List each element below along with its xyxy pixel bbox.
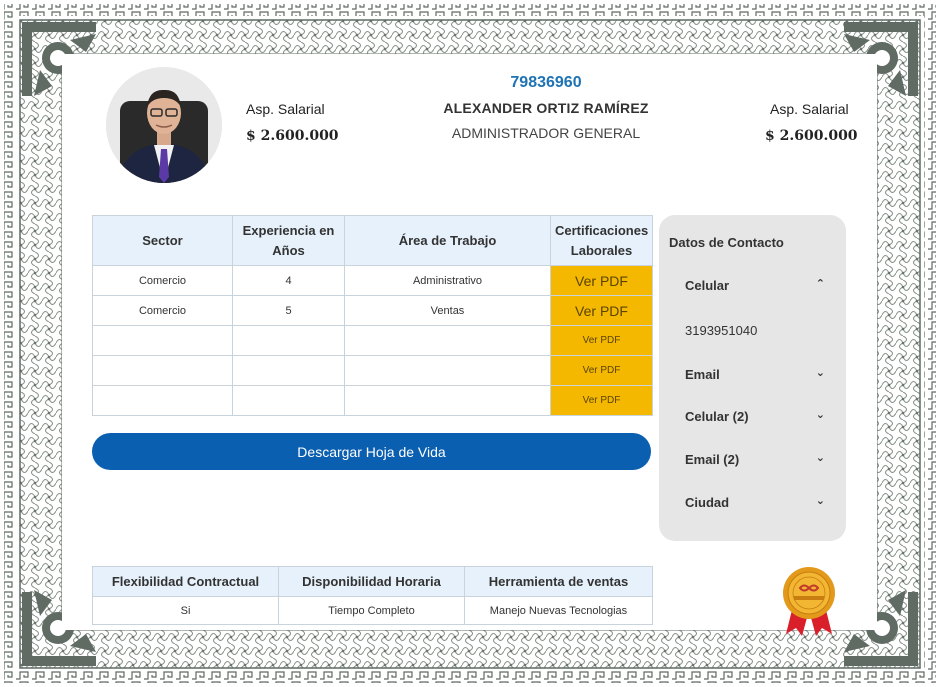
cell-years: 4	[233, 266, 345, 296]
column-header-availability: Disponibilidad Horaria	[279, 567, 465, 597]
avatar	[106, 67, 222, 183]
chevron-down-icon: ⌄	[815, 495, 825, 507]
table-row	[93, 296, 653, 326]
contact-item-label: Email (2)	[685, 452, 740, 467]
salary-value-right: $ 2.600.000	[765, 128, 858, 144]
column-header-experience: Experiencia en Años	[233, 216, 345, 266]
salary-label-right: Asp. Salarial	[770, 101, 849, 117]
cell-years	[233, 386, 345, 416]
cell-years	[233, 356, 345, 386]
contact-item-label: Ciudad	[685, 495, 730, 510]
chevron-down-icon: ⌄	[815, 367, 825, 379]
cell-years: 5	[233, 296, 345, 326]
cell-area: Ventas	[345, 296, 551, 326]
cell-availability: Tiempo Completo	[279, 597, 465, 625]
cell-sector	[93, 326, 233, 356]
contact-celular-value: 3193951040	[685, 323, 758, 338]
cell-area	[345, 326, 551, 356]
person-photo-icon	[106, 67, 222, 183]
column-header-sector: Sector	[93, 216, 233, 266]
contact-item-email[interactable]	[685, 367, 825, 382]
contact-item-ciudad[interactable]	[685, 495, 825, 510]
availability-table	[92, 566, 653, 625]
table-row	[93, 597, 653, 625]
cell-sales-tool: Manejo Nuevas Tecnologias	[465, 597, 653, 625]
table-row	[93, 326, 653, 356]
salary-label-left: Asp. Salarial	[246, 101, 325, 117]
view-pdf-button[interactable]: Ver PDF	[551, 266, 653, 296]
column-header-area: Área de Trabajo	[345, 216, 551, 266]
cell-flexibility: Si	[93, 597, 279, 625]
cell-area: Administrativo	[345, 266, 551, 296]
contact-title: Datos de Contacto	[669, 235, 784, 250]
column-header-certifications: Certificaciones Laborales	[551, 216, 653, 266]
cell-area	[345, 356, 551, 386]
view-pdf-button[interactable]: Ver PDF	[551, 386, 653, 416]
chevron-down-icon: ⌄	[815, 452, 825, 464]
column-header-sales-tool: Herramienta de ventas	[465, 567, 653, 597]
view-pdf-button[interactable]: Ver PDF	[551, 326, 653, 356]
view-pdf-button[interactable]: Ver PDF	[551, 296, 653, 326]
table-row	[93, 266, 653, 296]
table-row	[93, 386, 653, 416]
contact-item-label: Celular	[685, 278, 730, 293]
salary-value-left: $ 2.600.000	[246, 128, 339, 144]
contact-item-celular[interactable]	[685, 278, 825, 293]
cell-area	[345, 386, 551, 416]
table-row	[93, 356, 653, 386]
table-header-row	[93, 216, 653, 266]
cell-sector: Comercio	[93, 266, 233, 296]
chevron-up-icon: ⌃	[815, 278, 825, 290]
experience-table	[92, 215, 653, 416]
candidate-name: ALEXANDER ORTIZ RAMÍREZ	[443, 100, 649, 116]
cell-sector	[93, 386, 233, 416]
contact-item-label: Email	[685, 367, 720, 382]
contact-panel	[659, 215, 846, 541]
cell-years	[233, 326, 345, 356]
contact-item-label: Celular (2)	[685, 409, 749, 424]
view-pdf-button[interactable]: Ver PDF	[551, 356, 653, 386]
cell-sector: Comercio	[93, 296, 233, 326]
chevron-down-icon: ⌄	[815, 409, 825, 421]
download-cv-button[interactable]: Descargar Hoja de Vida	[92, 433, 651, 470]
contact-item-email-2[interactable]	[685, 452, 825, 467]
contact-item-celular-2[interactable]	[685, 409, 825, 424]
cell-sector	[93, 356, 233, 386]
candidate-role: ADMINISTRADOR GENERAL	[451, 125, 641, 141]
candidate-id: 79836960	[510, 74, 582, 91]
table-header-row	[93, 567, 653, 597]
satisfaction-badge-icon	[780, 566, 838, 638]
column-header-flexibility: Flexibilidad Contractual	[93, 567, 279, 597]
